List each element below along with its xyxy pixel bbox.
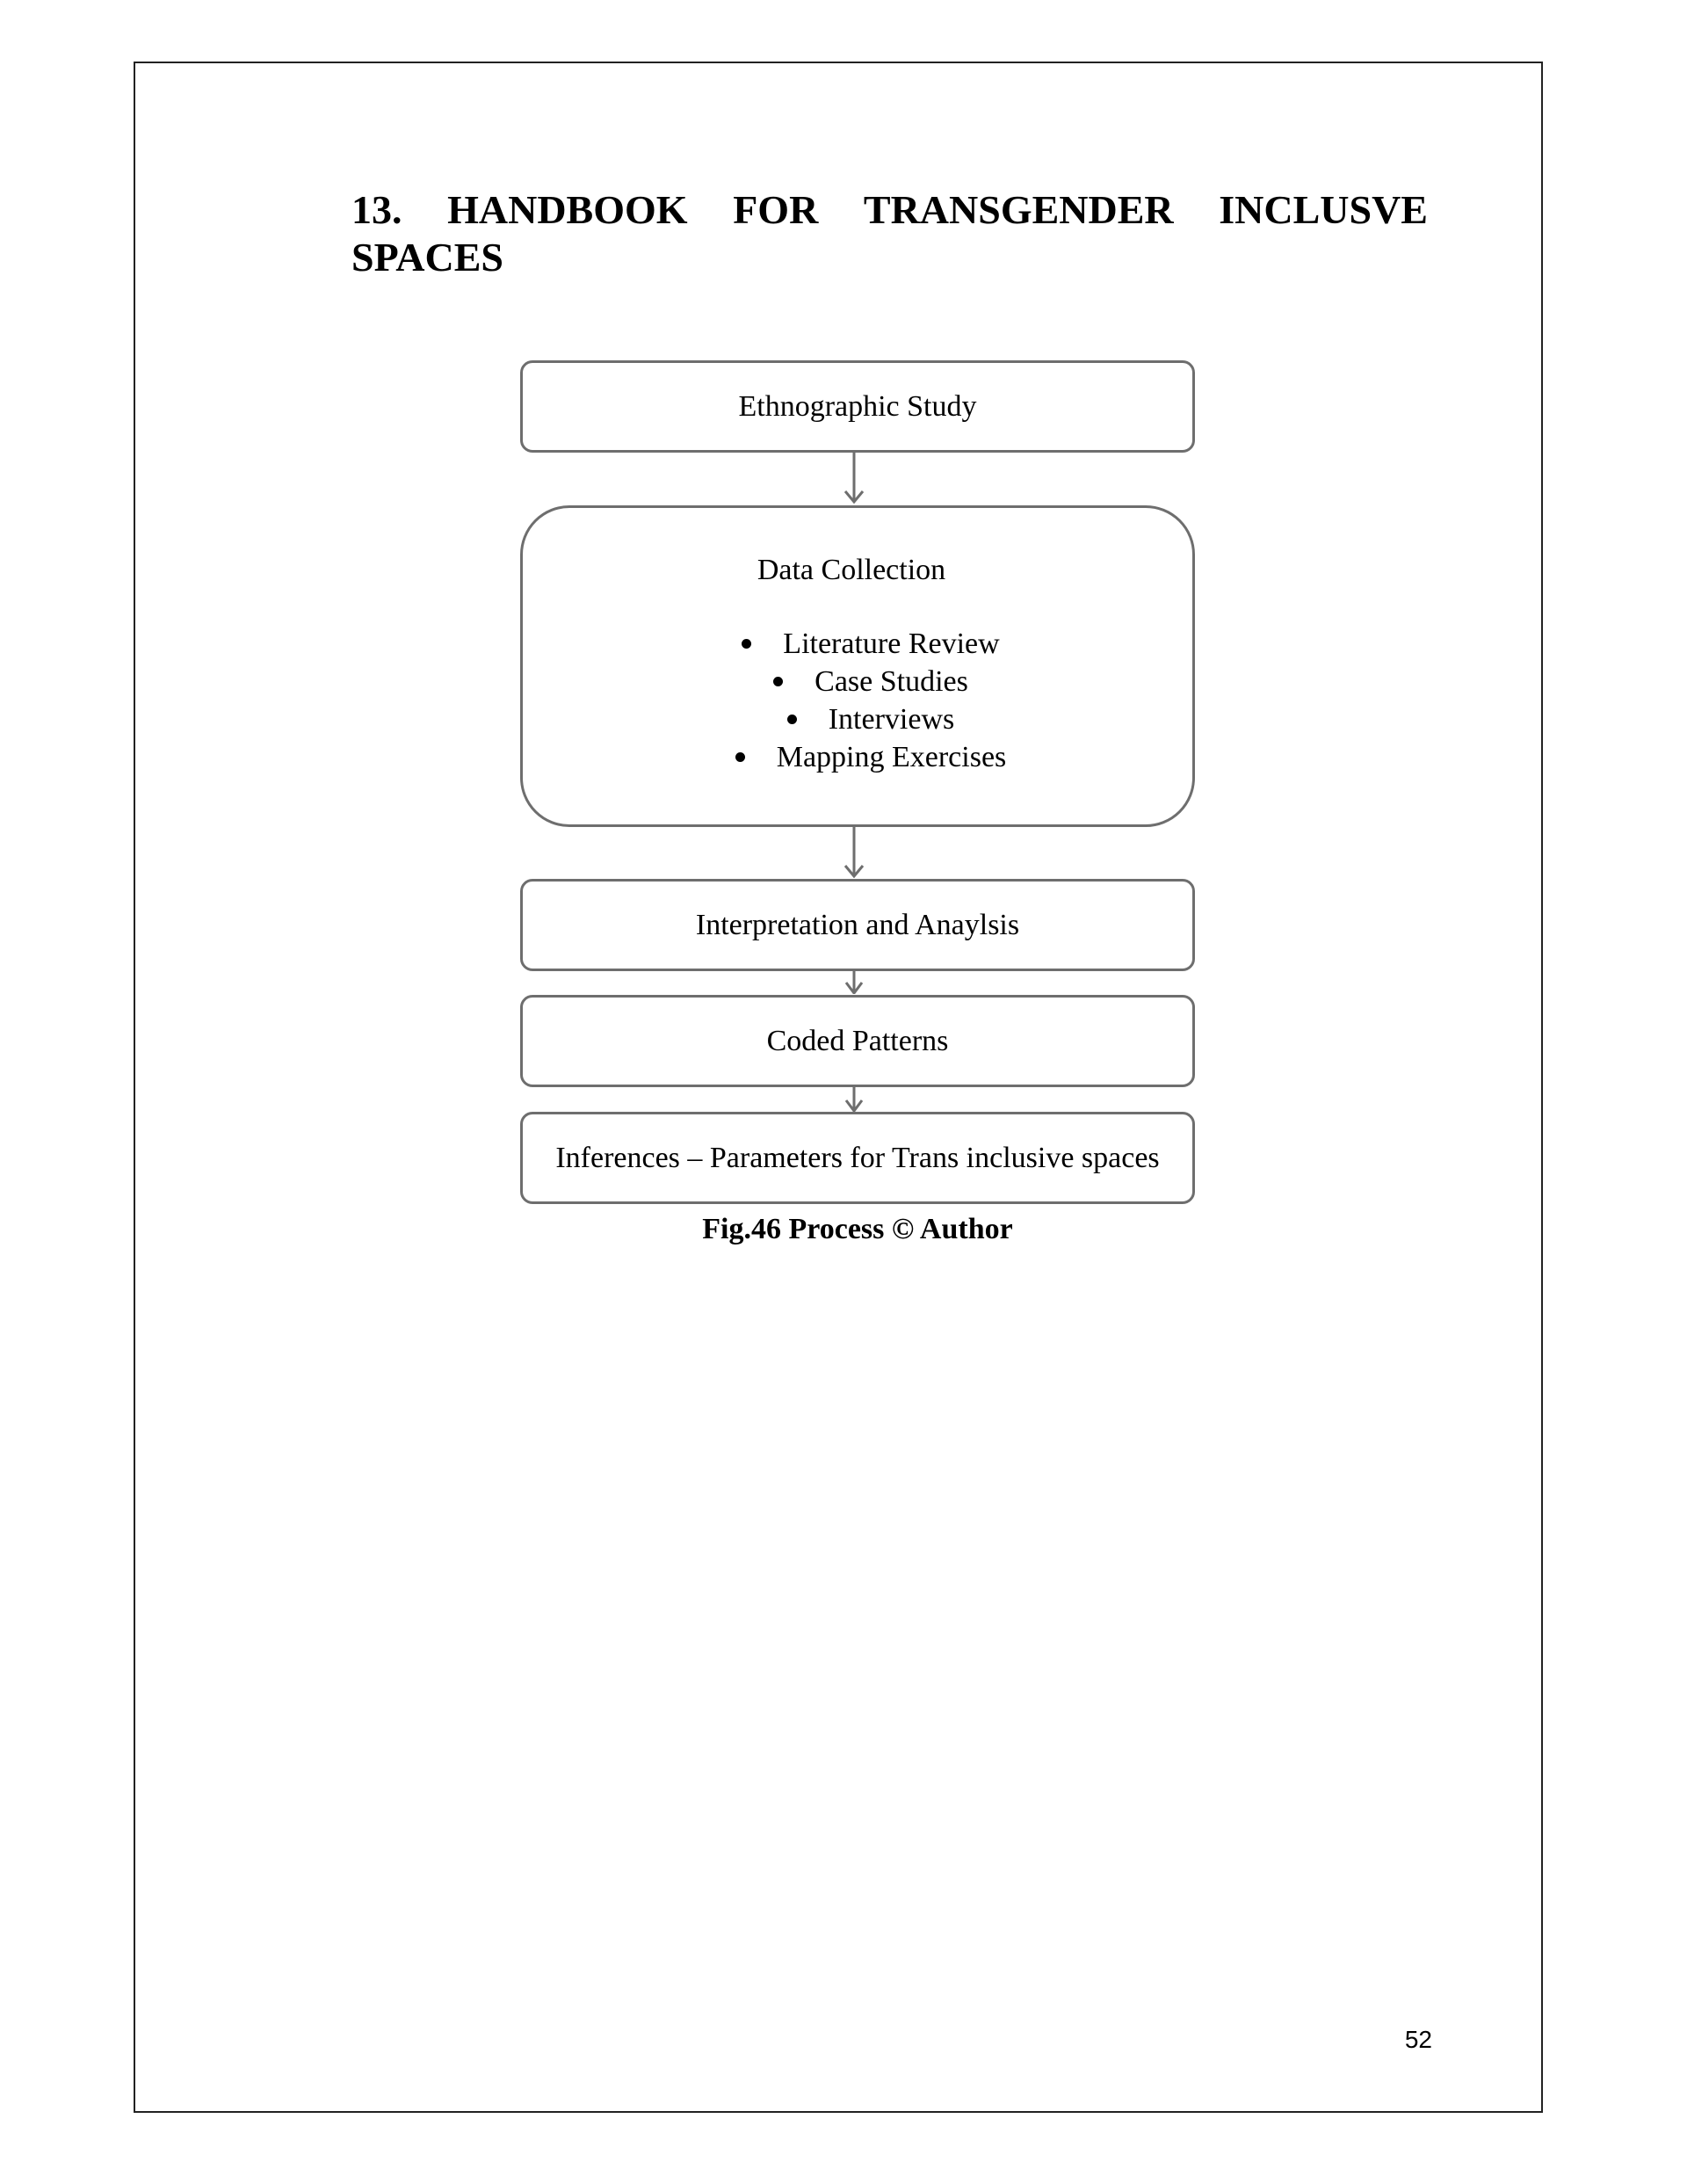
- flow-step-ethnographic-study: [520, 360, 1195, 453]
- bullet-icon: [735, 752, 745, 762]
- heading-word: HANDBOOK: [447, 187, 688, 232]
- flow-step-label: Interpretation and Anaylsis: [695, 908, 1020, 941]
- bullet-icon: [787, 715, 797, 724]
- list-item-text: Literature Review: [783, 627, 1000, 660]
- list-item-text: Interviews: [828, 702, 955, 736]
- heading-word: INCLUSVE: [1219, 187, 1428, 232]
- heading-line-2: SPACES: [351, 235, 503, 279]
- down-arrow-icon: [844, 971, 865, 994]
- figure-caption: Fig.46 Process © Author: [702, 1213, 1013, 1245]
- flow-step-label: Data Collection: [757, 554, 946, 586]
- list-item: [523, 700, 1192, 738]
- heading-word: 13.: [351, 187, 402, 232]
- flow-step-inferences: [520, 1112, 1195, 1204]
- down-arrow-icon: [844, 1087, 865, 1112]
- list-item: [523, 663, 1192, 700]
- heading-word: FOR: [733, 187, 819, 232]
- heading-line-1: [351, 186, 1428, 234]
- list-item: [523, 625, 1192, 663]
- down-arrow-icon: [844, 453, 865, 504]
- flow-step-label: Ethnographic Study: [738, 389, 977, 423]
- flow-step-coded-patterns: [520, 995, 1195, 1087]
- list-item-text: Case Studies: [815, 664, 968, 698]
- list-item-text: Mapping Exercises: [776, 740, 1007, 773]
- bullet-icon: [742, 639, 751, 649]
- flow-step-data-collection: [520, 505, 1195, 827]
- heading-word: TRANSGENDER: [863, 187, 1174, 232]
- list-item: [523, 738, 1192, 776]
- section-heading: [351, 186, 1428, 281]
- flow-step-label: Coded Patterns: [766, 1024, 949, 1057]
- down-arrow-icon: [844, 827, 865, 878]
- flow-step-label: Inferences – Parameters for Trans inclusive spaces: [555, 1141, 1160, 1174]
- data-collection-list: [523, 625, 1192, 776]
- bullet-icon: [773, 677, 783, 686]
- page-number: 52: [1404, 2026, 1432, 2053]
- flow-step-interpretation: [520, 879, 1195, 971]
